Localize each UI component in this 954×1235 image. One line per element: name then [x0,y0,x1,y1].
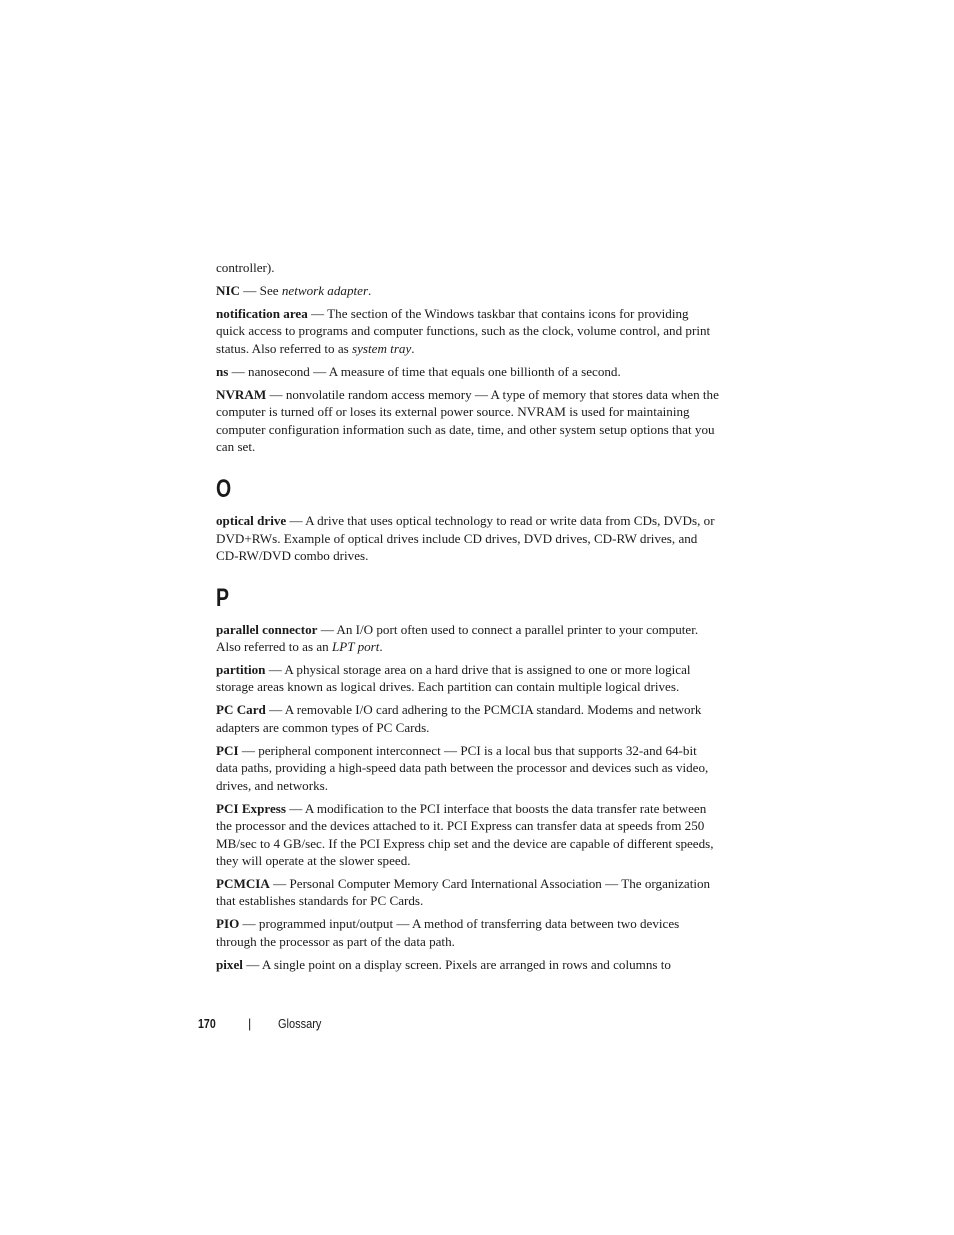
glossary-term: NVRAM [216,386,267,402]
glossary-content [216,259,720,979]
definition-text: — See [240,283,282,298]
definition-text: — A modification to the PCI interface that boosts the data transfer rate between the processor and the devices attached to it. PCI Express can transfer data at speeds from 250 MB/sec to 4 GB/sec. If the PCI Express chip set and the device are capable of different speeds, they will operate at the slower speed. [216,800,714,868]
definition-text: — The section of the Windows taskbar that contains icons for providing quick access to programs and computer functions, such as the clock, volume control, and print status. Also referred to as [216,306,711,356]
definition-text: . [411,340,415,356]
glossary-term: ns [216,363,229,379]
glossary-term: parallel connector [216,621,318,637]
glossary-term: PCMCIA [216,875,270,891]
glossary-term: PCI Express [216,800,286,816]
cross-reference: LPT port [331,639,380,655]
cross-reference: network adapter [281,283,369,298]
glossary-entry [216,661,720,696]
glossary-term: PCI [216,742,239,758]
definition-text: — A physical storage area on a hard drive that is assigned to one or more logical storage areas known as logical drives. Each partition can contain multiple logical drives. [216,662,691,695]
section-heading-p: P [216,583,230,612]
glossary-term: notification area [216,306,308,321]
entries-n [216,282,720,455]
glossary-entry [216,386,720,456]
glossary-term: partition [216,662,266,678]
definition-text: — A single point on a display screen. Pixels are arranged in rows and columns to [242,956,671,972]
footer-separator: | [248,1017,252,1031]
glossary-term: PIO [216,916,240,932]
glossary-term: optical drive [216,513,287,529]
entries-o [216,512,720,564]
footer-section-name: Glossary [278,1017,322,1031]
continuation-text: controller). [216,260,275,275]
glossary-entry [216,363,720,380]
definition-text: — An I/O port often used to connect a parallel printer to your computer. Also referred to as an [216,621,699,655]
glossary-entry [216,282,720,299]
definition-text: — A removable I/O card adhering to the PCMCIA standard. Modems and network adapters are common types of PC Cards. [216,702,702,735]
glossary-entry [216,956,720,973]
definition-text: — Personal Computer Memory Card International Association — The organization that establishes standards for PC Cards. [216,875,711,909]
glossary-entry [216,512,720,564]
glossary-term: pixel [216,956,243,972]
glossary-entry [216,621,720,656]
glossary-entry [216,742,720,794]
definition-text: — nonvolatile random access memory — A type of memory that stores data when the computer is turned off or loses its external power source. NVRAM is used for maintaining computer configuration information such as date, time, and other system setup options that you can set. [216,386,719,455]
definition-text: . [379,639,383,655]
definition-text: . [368,283,372,298]
definition-text: — peripheral component interconnect — PCI is a local bus that supports 32-and 64-bit data paths, providing a high-speed data path between the processor and devices such as video, drives, and networks. [216,742,709,793]
entries-p [216,621,720,973]
definition-text: — A drive that uses optical technology to read or write data from CDs, DVDs, or DVD+RWs. Example of optical drives include CD drives, DVD drives, CD-RW drives, and CD-RW/DVD combo drives. [216,513,715,564]
page-number: 170 [198,1017,216,1031]
cross-reference: system tray [352,340,412,356]
definition-text: — nanosecond — A measure of time that equals one billionth of a second. [228,363,621,379]
definition-text: — programmed input/output — A method of transferring data between two devices through the processor as part of the data path. [216,916,680,949]
glossary-term: PC Card [216,702,266,718]
glossary-entry [216,305,720,357]
section-heading-o: O [216,475,232,504]
glossary-entry [216,875,720,910]
glossary-entry [216,701,720,736]
glossary-entry [216,915,720,950]
glossary-term: NIC [216,283,241,298]
glossary-entry [216,800,720,870]
